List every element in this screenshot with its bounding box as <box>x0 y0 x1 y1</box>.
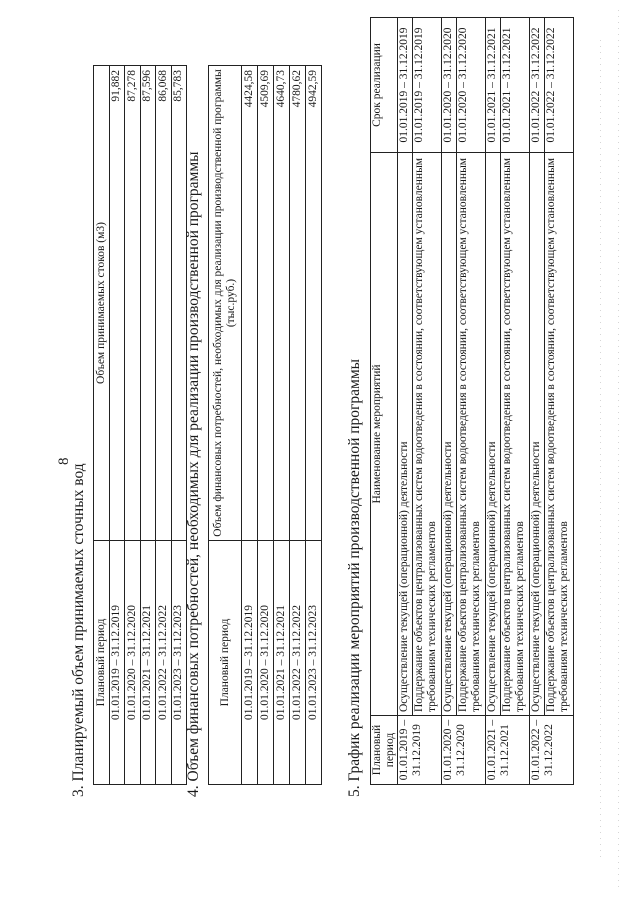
table-row <box>109 66 125 785</box>
section4-title: 4. Объем финансовых потребностей, необходимых для реализации производственной программы <box>185 151 202 797</box>
volume-cell: 86,068 <box>156 66 172 541</box>
table-row <box>274 66 290 785</box>
activity-cell: Поддержание объектов централизованных систем водоотведения в состоянии, соответствующем установленным требованиям технических регламентов <box>545 153 574 716</box>
table-row <box>442 18 457 785</box>
table-row <box>413 18 442 785</box>
period-cell: 01.01.2022 – 31.12.2022 <box>290 541 306 785</box>
period-cell: 01.01.2022 – 31.12.2022 <box>156 541 172 785</box>
col-header-deadline: Срок реализации <box>371 18 398 153</box>
table-row <box>398 18 413 785</box>
financial-needs-table <box>208 65 322 785</box>
period-cell: 01.01.2022 – 31.12.2022 <box>530 716 574 785</box>
table-row <box>457 18 486 785</box>
activity-cell: Поддержание объектов централизованных систем водоотведения в состоянии, соответствующем установленным требованиям технических регламентов <box>501 153 530 716</box>
table-row <box>140 66 156 785</box>
table-row <box>258 66 274 785</box>
deadline-cell: 01.01.2022 – 31.12.2022 <box>530 18 545 153</box>
volume-cell: 91,882 <box>109 66 125 541</box>
table-header-row <box>209 66 242 785</box>
period-cell: 01.01.2023 – 31.12.2023 <box>171 541 187 785</box>
period-cell: 01.01.2020 – 31.12.2020 <box>125 541 141 785</box>
table-row <box>290 66 306 785</box>
period-cell: 01.01.2023 – 31.12.2023 <box>306 541 322 785</box>
deadline-cell: 01.01.2021 – 31.12.2021 <box>486 18 501 153</box>
table-row <box>486 18 501 785</box>
activity-cell: Осуществление текущей (операционной) деятельности <box>530 153 545 716</box>
table-row <box>125 66 141 785</box>
period-cell: 01.01.2021 – 31.12.2021 <box>486 716 530 785</box>
amount-cell: 4509,69 <box>258 66 274 541</box>
col-header-period: Плановый период <box>209 541 242 785</box>
col-header-financial: Объем финансовых потребностей, необходимых для реализации производственной программы (тыс.руб.) <box>209 66 242 541</box>
deadline-cell: 01.01.2019 – 31.12.2019 <box>413 18 442 153</box>
col-header-period: Плановый период <box>371 716 398 785</box>
amount-cell: 4640,73 <box>274 66 290 541</box>
period-cell: 01.01.2020 – 31.12.2020 <box>258 541 274 785</box>
period-cell: 01.01.2020 – 31.12.2020 <box>442 716 486 785</box>
deadline-cell: 01.01.2019 – 31.12.2019 <box>398 18 413 153</box>
amount-cell: 4424,58 <box>242 66 258 541</box>
col-header-period: Плановый период <box>94 541 110 785</box>
col-header-activity: Наименование мероприятий <box>371 153 398 716</box>
col-header-volume: Объем принимаемых стоков (м3) <box>94 66 110 541</box>
section3-title: 3. Планируемый объем принимаемых сточных вод <box>70 463 87 797</box>
sewage-volume-table <box>93 65 187 785</box>
period-cell: 01.01.2021 – 31.12.2021 <box>274 541 290 785</box>
amount-cell: 4942,59 <box>306 66 322 541</box>
table-row <box>242 66 258 785</box>
table-header-row <box>371 18 398 785</box>
activity-cell: Поддержание объектов централизованных систем водоотведения в состоянии, соответствующем установленным требованиям технических регламентов <box>413 153 442 716</box>
period-cell: 01.01.2019 – 31.12.2019 <box>109 541 125 785</box>
table-row <box>156 66 172 785</box>
deadline-cell: 01.01.2021 – 31.12.2021 <box>501 18 530 153</box>
activity-cell: Осуществление текущей (операционной) деятельности <box>486 153 501 716</box>
deadline-cell: 01.01.2022 – 31.12.2022 <box>545 18 574 153</box>
table-row <box>545 18 574 785</box>
schedule-table <box>370 17 574 785</box>
table-row <box>501 18 530 785</box>
period-cell: 01.01.2019 – 31.12.2019 <box>242 541 258 785</box>
table-row <box>530 18 545 785</box>
volume-cell: 87,278 <box>125 66 141 541</box>
table-row <box>306 66 322 785</box>
volume-cell: 87,596 <box>140 66 156 541</box>
deadline-cell: 01.01.2020 – 31.12.2020 <box>457 18 486 153</box>
volume-cell: 85,783 <box>171 66 187 541</box>
activity-cell: Поддержание объектов централизованных систем водоотведения в состоянии, соответствующем установленным требованиям технических регламентов <box>457 153 486 716</box>
deadline-cell: 01.01.2020 – 31.12.2020 <box>442 18 457 153</box>
section5-title: 5. График реализации мероприятий производственной программы <box>346 358 363 797</box>
table-header-row <box>94 66 110 785</box>
activity-cell: Осуществление текущей (операционной) деятельности <box>442 153 457 716</box>
amount-cell: 4780,62 <box>290 66 306 541</box>
period-cell: 01.01.2021 – 31.12.2021 <box>140 541 156 785</box>
activity-cell: Осуществление текущей (операционной) деятельности <box>398 153 413 716</box>
page-number: 8 <box>56 457 72 465</box>
period-cell: 01.01.2019 – 31.12.2019 <box>398 716 442 785</box>
